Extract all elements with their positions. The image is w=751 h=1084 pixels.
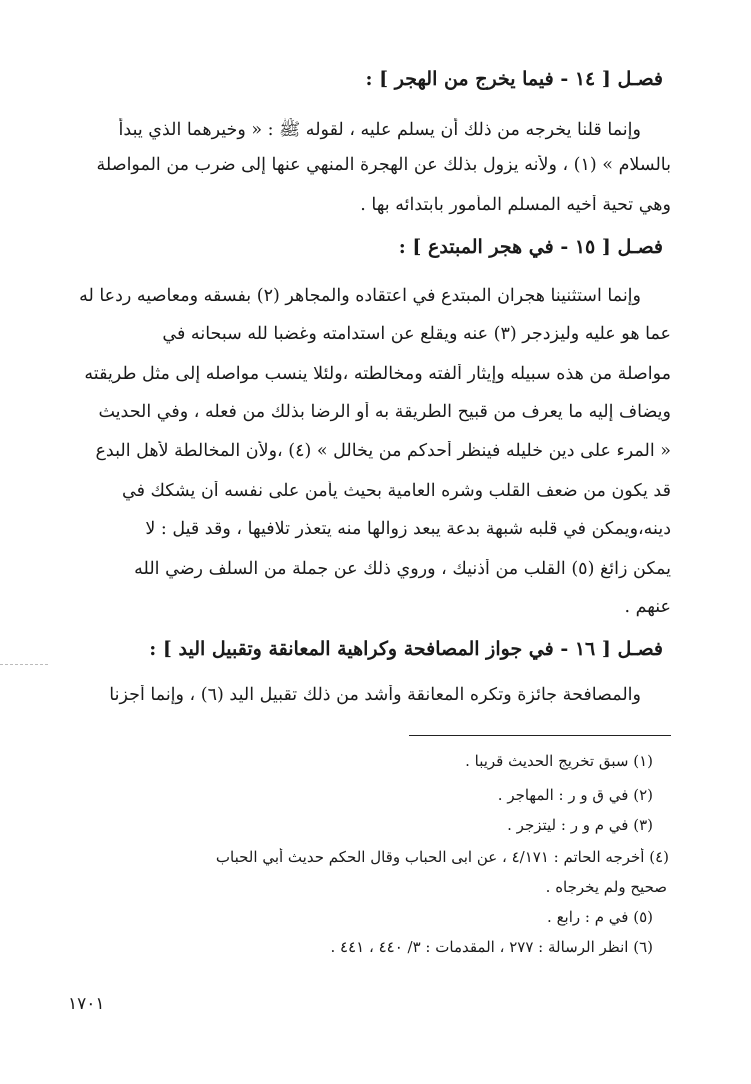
footnote-4-continued: صحيح ولم يخرجاه . — [545, 878, 667, 896]
section14-line-1: وإنما قلنا يخرجه من ذلك أن يسلم عليه ، لقوله ﷺ : « وخيرهما الذي يبدأ — [118, 120, 641, 140]
section15-line-8: يمكن زائغ (٥) القلب من أذنيك ، وروي ذلك عن جملة من السلف رضي الله — [134, 559, 671, 579]
footnote-6: (٦) انظر الرسالة : ٢٧٧ ، المقدمات : ٣/ ٤٤٠ ، ٤٤١ . — [330, 938, 653, 956]
section14-line-2: بالسلام » (١) ، ولأنه يزول بذلك عن الهجرة المنهي عنها إلى ضرب من المواصلة — [96, 155, 671, 175]
footnote-2: (٢) في ق و ر : المهاجر . — [497, 786, 653, 804]
footnote-4: (٤) أخرجه الحاتم : ٤/١٧١ ، عن ابى الحباب وقال الحكم حديث أبي الحباب — [215, 848, 669, 866]
section15-line-2: عما هو عليه وليزدجر (٣) عنه ويقلع عن استدامته وغضبا لله سبحانه في — [162, 324, 671, 344]
section15-line-3: مواصلة من هذه سبيله وإيثار ألفته ومخالطته ،ولئلا ينسب مواصله إلى مثل طريقته — [84, 364, 671, 384]
section15-line-9: عنهم . — [624, 597, 671, 617]
page-number: ١٧٠١ — [68, 994, 105, 1014]
section15-line-1: وإنما استثنينا هجران المبتدع في اعتقاده والمجاهر (٢) بفسقه ومعاصيه ردعا له — [79, 286, 641, 306]
section16-line-1: والمصافحة جائزة وتكره المعانقة وأشد من ذلك تقبيل اليد (٦) ، وإنما أجزنا — [109, 685, 641, 705]
section15-line-7: دينه،ويمكن في قلبه شبهة بدعة يبعد زوالها منه يتعذر تلافيها ، وقد قيل : لا — [145, 519, 671, 539]
footnote-3: (٣) في م و ر : ليتزجر . — [507, 816, 653, 834]
section15-line-6: قد يكون من ضعف القلب وشره العامية بحيث يأمن على نفسه أن يشكك في — [121, 481, 671, 501]
footnote-1: (١) سبق تخريج الحديث قريبا . — [465, 752, 653, 770]
section15-line-5: « المرء على دين خليله فينظر أحدكم من يخالل » (٤) ،ولأن المخالطة لأهل البدع — [95, 441, 671, 461]
footnote-separator — [409, 735, 671, 736]
heading-section-16: فصـل [ ١٦ - في جواز المصافحة وكراهية المعانقة وتقبيل اليد ] : — [149, 638, 663, 660]
margin-mark — [0, 664, 48, 665]
section14-line-3: وهي تحية أخيه المسلم المأمور بابتدائه بها . — [360, 195, 671, 215]
heading-section-14: فصـل [ ١٤ - فيما يخرج من الهجر ] : — [365, 68, 663, 90]
heading-section-15: فصـل [ ١٥ - في هجر المبتدع ] : — [398, 236, 663, 258]
section15-line-4: ويضاف إليه ما يعرف من قبيح الطريقة به أو الرضا بذلك من فعله ، وفي الحديث — [98, 402, 671, 422]
footnote-5: (٥) في م : رابع . — [547, 908, 653, 926]
